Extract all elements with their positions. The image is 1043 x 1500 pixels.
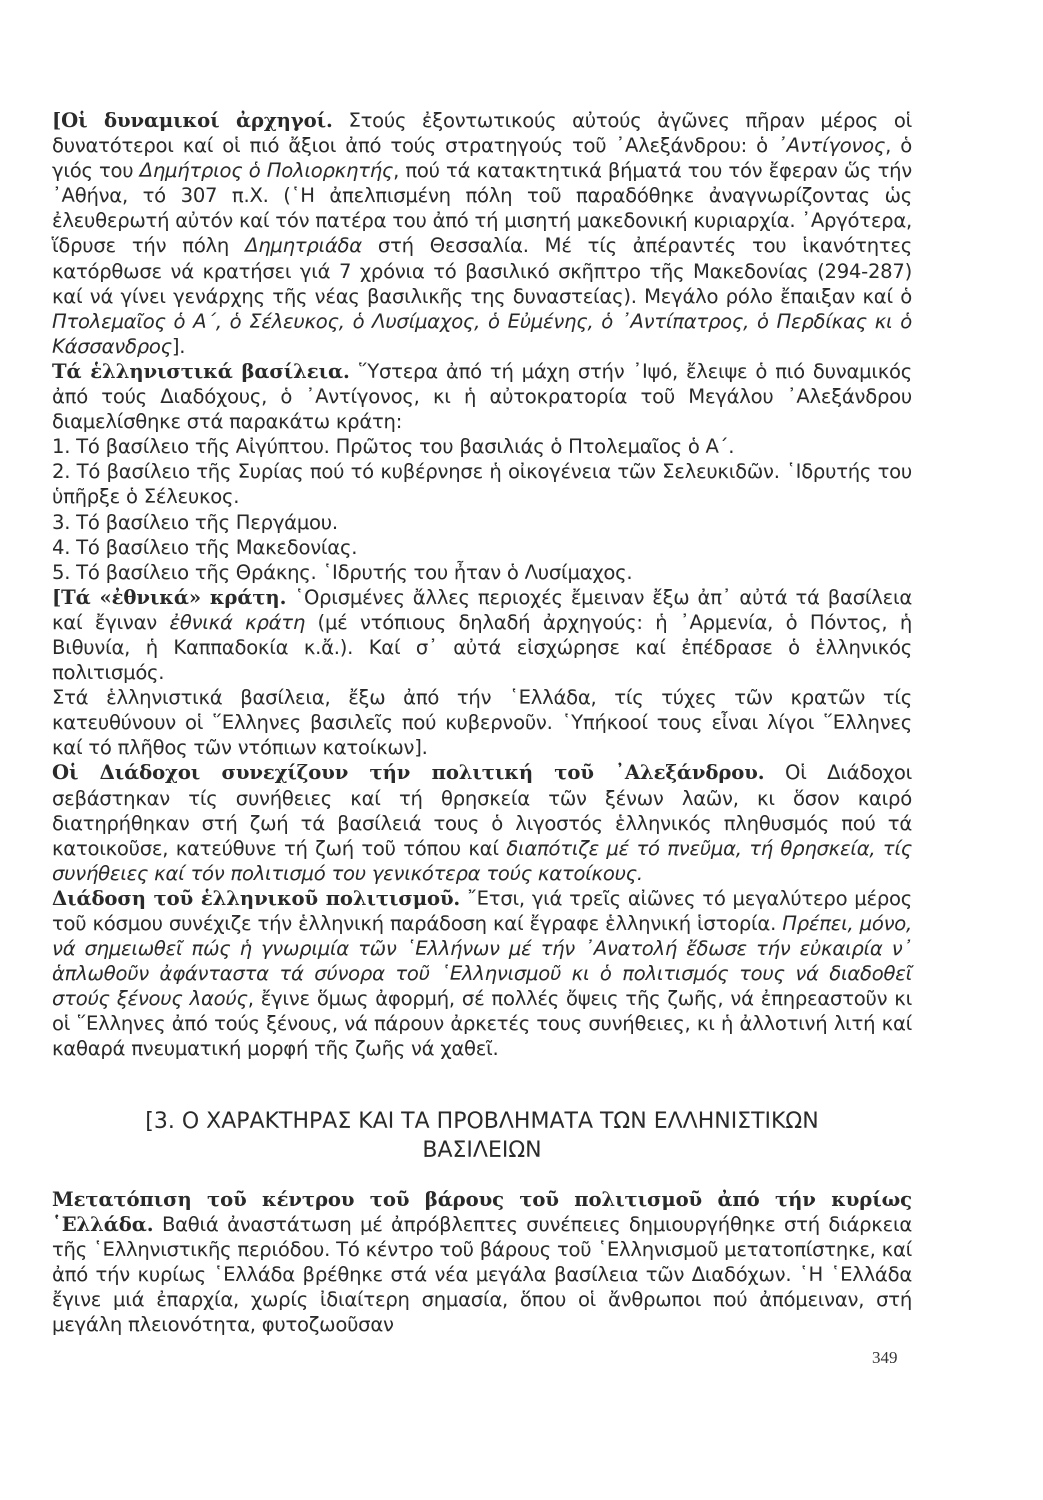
- paragraph-text: Οἱ Διάδοχοι σεβάστηκαν τίς συνήθειες καί τή θρησκεία τῶν ξένων λαῶν, κι ὅσον καιρό διατηρήθηκαν στή ζωή τά βασίλειά τους ὁ λιγοστός ἑλληνικός πληθυσμός πού τά κατοικοῦσε, κατεύθυνε τή ζωή τοῦ τόπου καί: [52, 761, 912, 860]
- paragraph: [52, 459, 912, 509]
- paragraph-lead: Διάδοση τοῦ ἑλληνικοῦ πολιτισμοῦ.: [52, 886, 461, 910]
- paragraph-text: Βαθιά ἀναστάτωση μέ ἀπρόβλεπτες συνέπειες δημιουργήθηκε στή διάρκεια τῆς ῾Ελληνιστικῆς περιόδου. Τό κέντρο τοῦ βάρους τοῦ ῾Ελληνισμοῦ μετατοπίστηκε, καί ἀπό τήν κυρίως ῾Ελλάδα βρέθηκε στά νέα μεγάλα βασίλεια τῶν Διαδόχων. ῾Η ῾Ελλάδα ἔγινε μιά ἐπαρχία, χωρίς ἰδιαίτερη σημασία, ὅπου οἱ ἄνθρωποι πού ἀπόμειναν, στή μεγάλη πλειονότητα, φυτοζωοῦσαν: [52, 1212, 912, 1337]
- paragraph: [52, 760, 912, 885]
- paragraph: [52, 685, 912, 760]
- paragraph-text: 2. Τό βασίλειο τῆς Συρίας πού τό κυβέρνησε ἡ οἰκογένεια τῶν Σελευκιδῶν. ῾Ιδρυτής του ὑπῆρξε ὁ Σέλευκος.: [52, 460, 912, 509]
- paragraph-text: (μέ ντόπιους δηλαδή ἀρχηγούς: ἡ ᾿Αρμενία, ὁ Πόντος, ἡ Βιθυνία, ἡ Καππαδοκία κ.ἄ.). Καί σ᾿ αὐτά εἰσχώρησε καί ἐπέδρασε ὁ ἑλληνικός πολιτισμός.: [52, 610, 912, 685]
- paragraph-text: ].: [171, 334, 186, 358]
- paragraph-lead: Μετατόπιση τοῦ κέντρου τοῦ βάρους τοῦ πολιτισμοῦ ἀπό τήν κυρίως ῾Ελλάδα.: [52, 1187, 912, 1236]
- text-column: [52, 108, 912, 1337]
- paragraph: [52, 359, 912, 434]
- paragraph-text: , πού τά κατακτητικά βήματά του τόν ἔφεραν ὥς τήν ᾿Αθήνα, τό 307 π.Χ. (῾Η ἀπελπισμένη πόλη τοῦ παραδόθηκε ἀναγνωρίζοντας ὡς ἐλευθερωτή αὐτόν καί τόν πατέρα του ἀπό τή μισητή μακεδονική κυριαρχία. ᾿Αργότερα, ἵδρυσε τήν πόλη: [52, 159, 912, 258]
- paragraph: [52, 510, 912, 535]
- paragraph-text: Στούς ἐξοντωτικούς αὐτούς ἀγῶνες πῆραν μέρος οἱ δυνατότεροι καί οἱ πιό ἄξιοι ἀπό τούς στρατηγούς τοῦ ᾿Αλεξάνδρου: ὁ: [52, 109, 912, 158]
- section-heading-line: ΒΑΣΙΛΕΙΩΝ: [422, 1137, 542, 1163]
- paragraph: [52, 434, 912, 459]
- paragraph-text: 4. Τό βασίλειο τῆς Μακεδονίας.: [52, 535, 358, 559]
- paragraph: [52, 1187, 912, 1338]
- paragraph-lead: Οἱ Διάδοχοι συνεχίζουν τήν πολιτική τοῦ ᾿Αλεξάνδρου.: [52, 761, 765, 785]
- italic-text: ἐθνικά κράτη: [169, 610, 306, 634]
- italic-text: Πτολεμαῖος ὁ Α΄, ὁ Σέλευκος, ὁ Λυσίμαχος, ὁ Εὐμένης, ὁ ᾿Αντίπατρος, ὁ Περδίκας κι ὁ Κάσσανδρος: [52, 309, 912, 358]
- section-heading: [52, 1107, 912, 1165]
- page-number: 349: [872, 1348, 898, 1367]
- paragraph-list: [52, 108, 912, 1062]
- paragraph-text: ῾Ορισμένες ἄλλες περιοχές ἔμειναν ἔξω ἀπ᾿ αὐτά τά βασίλεια καί ἔγιναν: [52, 585, 912, 634]
- paragraph-text: 1. Τό βασίλειο τῆς Αἰγύπτου. Πρῶτος του βασιλιάς ὁ Πτολεμαῖος ὁ Α΄.: [52, 435, 735, 459]
- paragraph-text: Στά ἑλληνιστικά βασίλεια, ἔξω ἀπό τήν ῾Ελλάδα, τίς τύχες τῶν κρατῶν τίς κατευθύνουν οἱ ῞Ελληνες βασιλεῖς πού κυβερνοῦν. ῾Υπήκοοί τους εἶναι λίγοι ῞Ελληνες καί τό πλῆθος τῶν ντόπιων κατοίκων].: [52, 686, 912, 760]
- paragraph-lead: [Οἱ δυναμικοί ἀρχηγοί.: [52, 109, 333, 132]
- section-heading-line: [3. Ο ΧΑΡΑΚΤΗΡΑΣ ΚΑΙ ΤΑ ΠΡΟΒΛΗΜΑΤΑ ΤΩΝ ΕΛΛΗΝΙΣΤΙΚΩΝ: [145, 1108, 819, 1134]
- paragraph-text: στή Θεσσαλία. Μέ τίς ἀπέραντές του ἱκανότητες κατόρθωσε νά κρατήσει γιά 7 χρόνια τό βασιλικό σκῆπτρο τῆς Μακεδονίας (294-287) καί νά γίνει γενάρχης τῆς νέας βασιλικῆς της δυναστείας). Μεγάλο ρόλο ἔπαιξαν καί ὁ: [52, 234, 913, 308]
- paragraph: [52, 535, 912, 560]
- paragraph-text: ῎Ετσι, γιά τρεῖς αἰῶνες τό μεγαλύτερο μέρος τοῦ κόσμου συνέχιζε τήν ἑλληνική παράδοση καί ἔγραφε ἑλληνική ἱστορία.: [52, 886, 913, 935]
- italic-text: ᾿Αντίγονος: [777, 134, 886, 158]
- paragraph-lead: Τά ἑλληνιστικά βασίλεια.: [52, 359, 350, 383]
- paragraph: [52, 886, 912, 1062]
- paragraph: [52, 585, 912, 685]
- paragraph-text: 3. Τό βασίλειο τῆς Περγάμου.: [52, 510, 338, 534]
- italic-text: διαπότιζε μέ τό πνεῦμα, τή θρησκεία, τίς συνήθειες καί τόν πολιτισμό του γενικότερα τούς κατοίκους.: [52, 836, 912, 885]
- paragraph: [52, 560, 912, 585]
- paragraph: [52, 108, 912, 359]
- italic-text: Πρέπει, μόνο, νά σημειωθεῖ πώς ἡ γνωριμία τῶν ῾Ελλήνων μέ τήν ᾿Ανατολή ἔδωσε τήν εὐκαιρία ν᾿ ἁπλωθοῦν ἀφάνταστα τά σύνορα τοῦ ῾Ελληνισμοῦ κι ὁ πολιτισμός τους νά διαδοθεῖ στούς ξένους λαούς: [52, 912, 912, 1011]
- italic-text: Δημήτριος ὁ Πολιορκητής: [139, 159, 394, 183]
- paragraph-lead: [Τά «ἐθνικά» κράτη.: [52, 585, 287, 609]
- paragraph-text: 5. Τό βασίλειο τῆς Θράκης. ῾Ιδρυτής του ἦταν ὁ Λυσίμαχος.: [52, 560, 633, 584]
- paragraph-text: , ἔγινε ὅμως ἀφορμή, σέ πολλές ὄψεις τῆς ζωῆς, νά ἐπηρεαστοῦν κι οἱ ῞Ελληνες ἀπό τούς ξένους, νά πάρουν ἀρκετές τους συνήθειες, κι ἡ ἀλλοτινή λιτή καί καθαρά πνευματική μορφή τῆς ζωῆς νά χαθεῖ.: [52, 987, 912, 1061]
- paragraph-text: ῞Υστερα ἀπό τή μάχη στήν ᾿Ιψό, ἔλειψε ὁ πιό δυναμικός ἀπό τούς Διαδόχους, ὁ ᾿Αντίγονος, κι ἡ αὐτοκρατορία τοῦ Μεγάλου ᾿Αλεξάνδρου διαμελίσθηκε στά παρακάτω κράτη:: [52, 359, 912, 434]
- paragraph-text: , ὁ γιός του: [52, 134, 912, 183]
- italic-text: Δημητριάδα: [245, 234, 362, 258]
